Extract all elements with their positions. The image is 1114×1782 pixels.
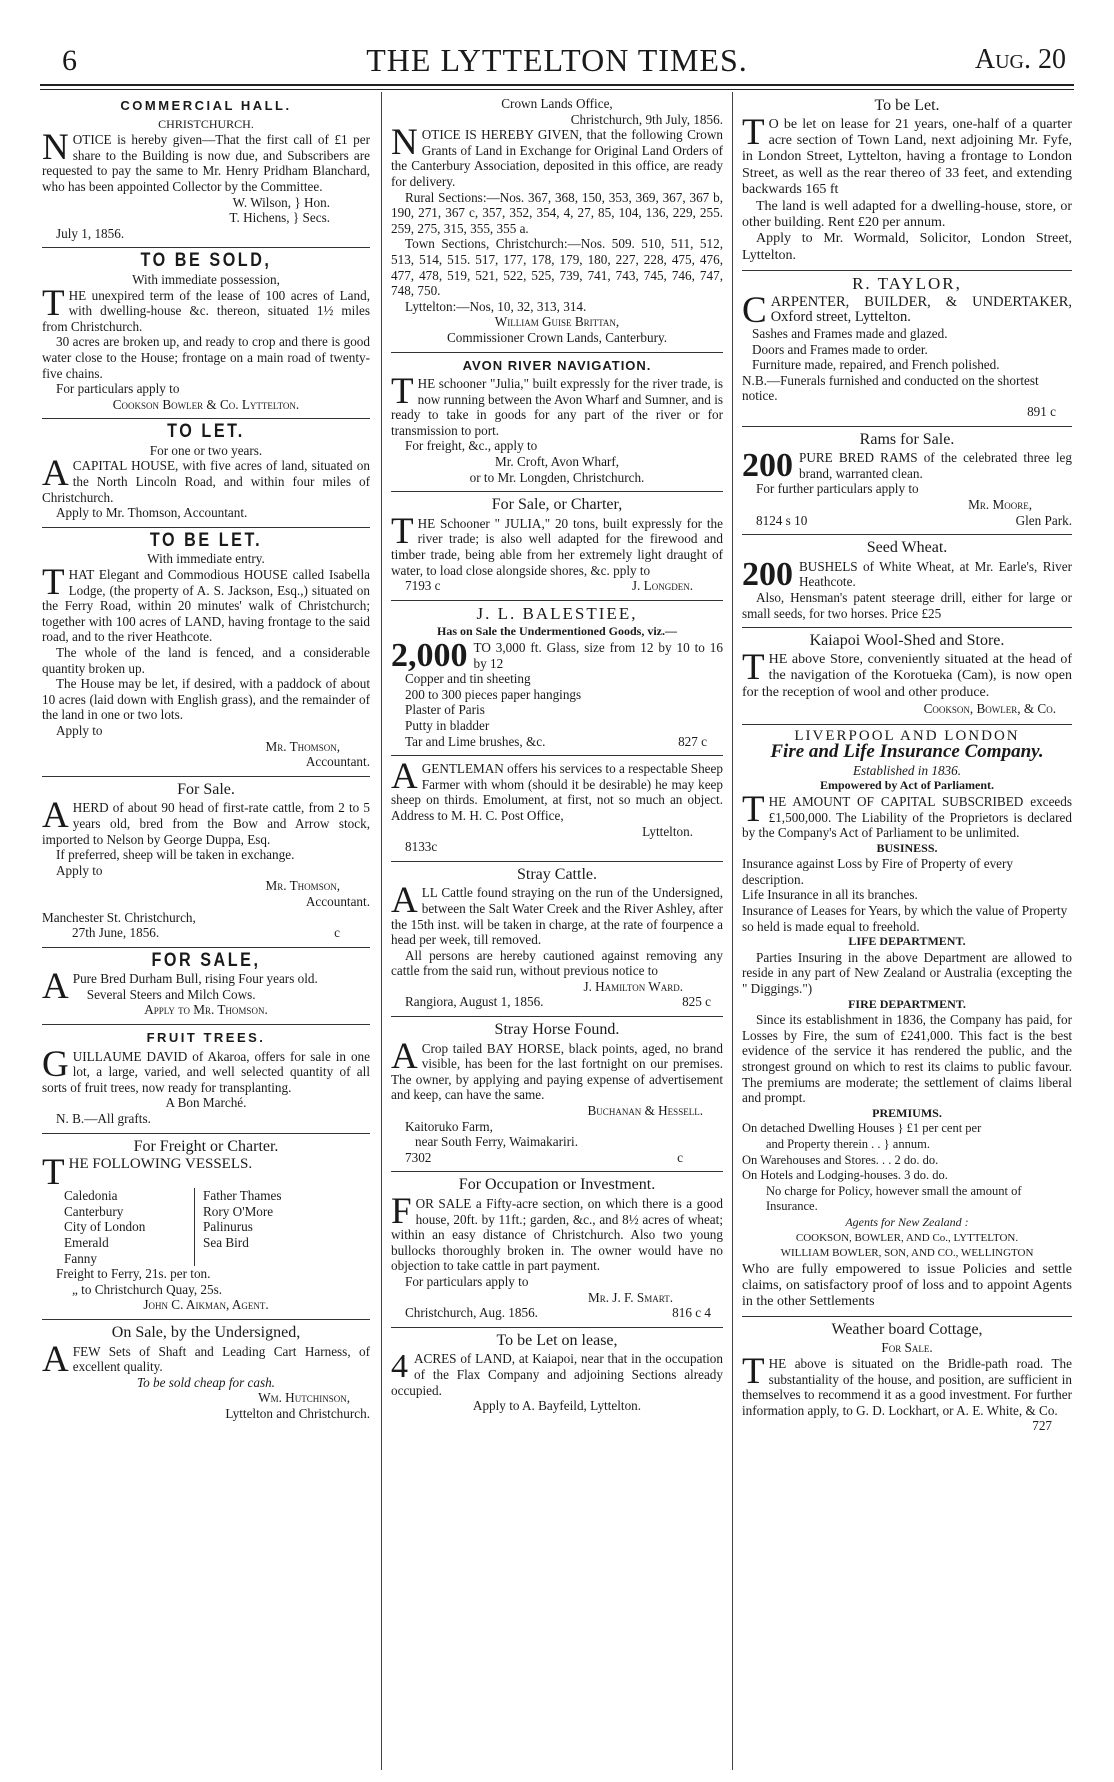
ad-heading: To be Let on lease,: [496, 1331, 618, 1349]
column-2: [391, 96, 723, 1414]
signature: Mr. Croft, Avon Wharf,: [494, 454, 620, 470]
signature: W. Wilson, } Hon.: [232, 194, 330, 210]
list-item: Emerald: [64, 1235, 109, 1250]
ad-place: Glen Park.: [1015, 512, 1072, 528]
divider: [42, 776, 370, 777]
ad-body: 30 acres are broken up, and ready to crop and there is good water close to the House; frontage on a main road of twenty-five chains.: [42, 334, 370, 381]
list-item: Fanny: [64, 1250, 97, 1266]
premium-row: and Property therein . . } annum.: [766, 1136, 930, 1151]
ad-heading: TO LET.: [167, 421, 245, 443]
agents-heading: Agents for New Zealand :: [845, 1214, 969, 1229]
signature: Cookson Bowler & Co. Lyttelton.: [112, 396, 300, 412]
ad-gentleman: [391, 756, 723, 855]
signature: J. Hamilton Ward.: [583, 978, 683, 994]
premium-row: On Hotels and Lodging-houses. 3 do. do.: [742, 1168, 948, 1183]
ad-number: 2,000: [391, 637, 468, 674]
ad-body: Parties Insuring in the above Department are allowed to reside in any part of New Zealand or Australia (excepting the " Diggings."): [742, 949, 1072, 997]
ad-heading: TO BE SOLD,: [140, 250, 272, 272]
ad-heading: Weather board Cottage,: [831, 1320, 983, 1338]
divider: [42, 247, 370, 248]
ad-code: c: [677, 1149, 683, 1165]
ad-body: THE schooner "Julia," built expressly for the river trade, is now running between the Avon Wharf and Sumner, and is ready to take in goods for any part of the river or for transmission to port.: [391, 371, 723, 438]
section-heading: BUSINESS.: [876, 840, 938, 855]
ad-address: Manchester St. Christchurch,: [42, 909, 196, 925]
issue-date: Aug. 20: [974, 44, 1066, 75]
ad-note: N. B.—All grafts.: [56, 1111, 151, 1127]
ad-body: NOTICE is hereby given—That the first call of £1 per share to the Building is now due, and Subscribers are requested to pay the same to Mr. Henry Pridham Blanchard, who has been appointed Collector by the Committee.: [42, 127, 370, 194]
ad-heading: For Occupation or Investment.: [458, 1176, 656, 1194]
ad-body: APure Bred Durham Bull, rising Four years old.: [42, 966, 318, 1008]
ad-stray-cattle: [391, 867, 723, 1010]
ad-body: THE above Store, conveniently situated at the head of the navigation of the Korotueka (Cam), is now open for the reception of wool and other produce.: [742, 646, 1072, 700]
masthead-rule: [40, 84, 1074, 86]
ad-act: Empowered by Act of Parliament.: [819, 778, 995, 793]
ad-heading: For Sale, or Charter,: [491, 496, 623, 514]
ad-body: FOR SALE a Fifty-acre section, on which there is a good house, 20ft. by 11ft.; garden, &c., and 8½ acres of wheat; within an easy distance of Christchurch. Also two young bullocks thoroughly broken in. The owner would have no objection to take cattle in part payment.: [391, 1191, 723, 1274]
divider: [42, 947, 370, 948]
ad-heading: Seed Wheat.: [866, 539, 948, 557]
ad-balestiee: [391, 603, 723, 749]
section-heading: FIRE DEPARTMENT.: [848, 996, 966, 1011]
ad-heading: Rams for Sale.: [859, 430, 955, 448]
signature: Mr. J. F. Smart.: [587, 1289, 673, 1305]
ad-to-let: [42, 421, 370, 521]
list-item: Doors and Frames made to order.: [752, 341, 928, 357]
ad-subheading: With immediate possession,: [132, 271, 280, 287]
signature: Mr. Thomson,: [265, 878, 340, 894]
divider: [42, 1024, 370, 1025]
ad-subheading: CHRISTCHURCH.: [158, 116, 254, 131]
ad-apply: Apply to A. Bayfeild, Lyttelton.: [472, 1398, 642, 1414]
divider: [391, 861, 723, 862]
ad-heading: FRUIT TREES.: [146, 1030, 266, 1046]
signature: Wm. Hutchinson,: [258, 1390, 350, 1406]
ad-body: The House may be let, if desired, with a paddock of about 10 acres (laid down with English grass), and the remainder of the land in one or two lots.: [42, 676, 370, 723]
signature: Cookson, Bowler, & Co.: [923, 700, 1056, 716]
ad-office: Crown Lands Office,: [501, 96, 613, 111]
ad-body: BUSHELS of White Wheat, at Mr. Earle's, River Heathcote.: [799, 558, 1072, 590]
ad-to-be-let: [42, 529, 370, 770]
ad-note: N.B.—Funerals furnished and conducted on the shortest notice.: [742, 372, 1039, 404]
ad-apply: For further particulars apply to: [756, 481, 919, 497]
signature: Accountant.: [305, 893, 370, 909]
business-list: [742, 856, 1072, 934]
ad-subheading: For Sale.: [881, 1340, 933, 1356]
ad-subheading: For one or two years.: [149, 442, 263, 458]
ad-date: Christchurch, Aug. 1856.: [405, 1305, 538, 1321]
ad-body: The land is well adapted for a dwelling-house, store, or other building. Rent £20 per annum.: [742, 198, 1072, 231]
ad-body: THE AMOUNT OF CAPITAL SUBSCRIBED exceeds £1,500,000. The Liability of the Proprietors is declared by the Company's Act of Parliament to be unlimited.: [742, 788, 1072, 841]
ad-body: TO be let on lease for 21 years, one-half of a quarter acre section of Town Land, next adjoining Mr. Fyfe, in London Street, Lyttelton, having a frontage to London Street, as well as the rear thereo of 33 feet, and extending backwards 165 ft: [742, 111, 1072, 198]
ad-taylor: [742, 276, 1072, 419]
ad-established: Established in 1836.: [852, 762, 962, 778]
ad-code: 727: [1032, 1418, 1052, 1434]
vessel-list: [42, 1188, 370, 1266]
ad-heading: R. TAYLOR,: [852, 274, 962, 294]
freight-rate: Freight to Ferry, 21s. per ton.: [56, 1266, 211, 1282]
masthead: [0, 0, 1114, 86]
list-item: Furniture made, repaired, and French polished.: [752, 357, 1000, 373]
divider: [742, 426, 1072, 427]
goods-list: [391, 671, 723, 733]
ad-body: AFEW Sets of Shaft and Leading Cart Harness, of excellent quality.: [42, 1338, 370, 1380]
premium-row: On detached Dwelling Houses } £1 per cent per: [742, 1121, 982, 1136]
section-heading: LIFE DEPARTMENT.: [848, 934, 966, 949]
list-item: Insurance of Leases for Years, by which the value of Property so held is made equal to freehold.: [742, 903, 1068, 934]
ad-julia-schooner: [391, 497, 723, 594]
ad-body: ACRES of LAND, at Kaiapoi, near that in the occupation of the Flax Company and adjoining Sections already occupied.: [391, 1351, 723, 1398]
divider: [391, 1016, 723, 1017]
ad-weatherboard-cottage: [742, 1322, 1072, 1434]
ad-address: Kaitoruko Farm,: [405, 1118, 493, 1134]
list-item: Caledonia: [64, 1188, 118, 1204]
ad-date: 27th June, 1856.: [72, 925, 160, 941]
divider: [42, 1133, 370, 1134]
divider: [742, 270, 1072, 271]
divider: [42, 1319, 370, 1320]
signature: Lyttelton and Christchurch.: [225, 1405, 370, 1421]
vessel-list-right: [194, 1188, 333, 1266]
page-number: 6: [62, 44, 77, 77]
ad-body: THE Schooner " JULIA," 20 tons, built expressly for the river trade; is also well adapted for the firewood and timber trade, being able from her extremely light draught of water, to load close alongside shores, &c. pply to: [391, 510, 723, 578]
ad-body: THE above is situated on the Bridle-path road. The substantiality of the house, and position, are sufficient in themselves to recommend it as a good investment. For further information apply, to G. D. Lockhart, or A. E. White, & Co.: [742, 1350, 1072, 1418]
ad-on-sale: [42, 1325, 370, 1422]
ad-heading: Stray Horse Found.: [494, 1021, 620, 1039]
ad-body: PURE BRED RAMS of the celebrated three leg brand, warranted clean.: [799, 450, 1072, 481]
ad-body: ACAPITAL HOUSE, with five acres of land, situated on the North Lincoln Road, and within four miles of Christchurch.: [42, 453, 370, 505]
divider: [42, 418, 370, 419]
ad-occupation: [391, 1177, 723, 1320]
ad-fruit-trees: [42, 1030, 370, 1127]
agent: WILLIAM BOWLER, SON, AND CO., WELLINGTON: [780, 1247, 1034, 1260]
ad-heading: For Freight or Charter.: [133, 1137, 279, 1155]
newspaper-title: THE LYTTELTON TIMES.: [366, 42, 748, 78]
ad-heading: Fire and Life Insurance Company.: [770, 741, 1044, 763]
ad-body: The whole of the land is fenced, and a considerable quantity broken up.: [42, 645, 370, 676]
ad-kaiapoi-store: [742, 633, 1072, 716]
ad-apply: For particulars apply to: [405, 1273, 529, 1289]
ad-body: AHERD of about 90 head of first-rate cattle, from 2 to 5 years old, bred from the Bow and Arrow stock, imported to Nelson by George Duppa, Esq.: [42, 795, 370, 847]
ad-body: Who are fully empowered to issue Policies and settle claims, on satisfactory proof of loss and to appoint Agents in the other Settlements: [742, 1261, 1072, 1309]
ad-rural-sections: Rural Sections:—Nos. 367, 368, 150, 353, 369, 367, 367 b, 190, 271, 367 c, 357, 352, 354, 4, 27, 85, 104, 136, 229, 255. 259, 275, 315, 355, 355 a.: [391, 189, 723, 236]
ad-subheading: With immediate entry.: [147, 551, 265, 567]
column-divider: [381, 92, 382, 1770]
ad-heading: TO BE LET.: [149, 529, 263, 551]
list-item: Palinurus: [203, 1219, 253, 1235]
ad-body: ACrop tailed BAY HORSE, black points, aged, no brand visible, has been for the last fortnight on our premises. The owner, by applying and paying expense of advertisement and keep, can have the same.: [391, 1035, 723, 1103]
ad-body: THE unexpired term of the lease of 100 acres of Land, with dwelling-house &c. thereon, situated 1½ miles from Christchurch.: [42, 282, 370, 334]
ad-heading: COMMERCIAL HALL.: [120, 98, 292, 113]
ad-rams: [742, 432, 1072, 529]
signature: or to Mr. Longden, Christchurch.: [469, 469, 645, 485]
ad-body: THAT Elegant and Commodious HOUSE called Isabella Lodge, (the property of A. S. Jackson, Esq.,) situated on the Ferry Road, within 20 minutes' walk of Christchurch; together with 100 acres of LAND, having frontage to the said road, and to the river Heathcote.: [42, 562, 370, 645]
ad-body: TO 3,000 ft. Glass, size from 12 by 10 to 16 by 12: [473, 640, 723, 671]
ad-date: Christchurch, 9th July, 1856.: [570, 111, 723, 127]
ad-code: 816 c 4: [672, 1305, 711, 1321]
list-item: 200 to 300 pieces paper hangings: [405, 686, 582, 702]
ad-commercial-hall: [42, 98, 370, 241]
ad-code: 7193 c: [405, 578, 441, 594]
ad-body: THE FOLLOWING VESSELS.: [42, 1152, 253, 1194]
divider: [391, 1171, 723, 1172]
freight-rate: „ to Christchurch Quay, 25s.: [72, 1281, 223, 1297]
signature: Buchanan & Hessell.: [587, 1103, 703, 1119]
masthead-rule-thin: [40, 89, 1074, 90]
list-item: Rory O'More: [203, 1203, 274, 1219]
ad-for-sale-bull: [42, 949, 370, 1018]
ad-freight-charter: [42, 1139, 370, 1313]
ad-code: c: [334, 925, 340, 941]
premium-note: No charge for Policy, however small the amount of Insurance.: [766, 1183, 1022, 1214]
list-item: Copper and tin sheeting: [405, 671, 531, 687]
divider: [391, 491, 723, 492]
ad-heading: AVON RIVER NAVIGATION.: [462, 357, 652, 373]
ad-number: 200: [742, 447, 793, 485]
ad-heading: For Sale.: [177, 780, 235, 798]
ad-heading: FOR SALE,: [151, 949, 261, 971]
service-list: [742, 326, 1072, 373]
ad-date: Rangiora, August 1, 1856.: [405, 994, 544, 1010]
list-item: Father Thames: [203, 1188, 282, 1204]
ad-note: To be sold cheap for cash.: [137, 1374, 275, 1390]
ad-town-sections: Town Sections, Christchurch:—Nos. 509. 510, 511, 512, 513, 514, 515. 517, 177, 178, 179, 180, 227, 228, 475, 476, 477, 478, 519, 521, 522, 525, 739, 741, 743, 745, 746, 747, 748, 750.: [391, 236, 723, 299]
list-item: Life Insurance in all its branches.: [742, 887, 918, 903]
divider: [391, 352, 723, 353]
ad-apply: For particulars apply to: [56, 381, 180, 397]
ad-subheading: Has on Sale the Undermentioned Goods, viz.—: [436, 624, 677, 639]
ad-code: 7302: [405, 1149, 432, 1165]
section-heading: PREMIUMS.: [872, 1105, 942, 1120]
ad-address: near South Ferry, Waimakariri.: [415, 1134, 579, 1150]
ad-apply: Apply to Mr. Thomson, Accountant.: [56, 505, 248, 521]
divider: [391, 1327, 723, 1328]
ad-body: CARPENTER, BUILDER, & UNDERTAKER, Oxford street, Lyttelton.: [742, 289, 1072, 331]
ad-body: All persons are hereby cautioned against removing any cattle from the said run, without previous notice to: [391, 947, 723, 979]
ad-avon-river: [391, 358, 723, 486]
divider: [42, 527, 370, 528]
ad-heading: LIVERPOOL AND LONDON: [794, 727, 1020, 744]
ad-body: Several Steers and Milch Cows.: [86, 986, 256, 1002]
ad-body: GUILLAUME DAVID of Akaroa, offers for sale in one lot, a large, varied, and well selected quantity of all sorts of fruit trees, now ready for transplanting.: [42, 1043, 370, 1095]
ad-date: July 1, 1856.: [56, 225, 125, 241]
signature: John C. Aikman, Agent.: [143, 1297, 269, 1313]
list-item: Canterbury: [64, 1203, 124, 1219]
ad-body: AGENTLEMAN offers his services to a respectable Sheep Farmer with whom (should it be desirable) he may keep sheep on thirds. Emolument, at first, not so much an object. Address to M. H. C. Post Office,: [391, 756, 723, 823]
list-item: Putty in bladder: [405, 717, 490, 733]
ad-body: Since its establishment in 1836, the Company has paid, for Losses by Fire, the sum of £241,000. This fact is the best evidence of the service it has rendered the public, and the strongest ground on which to rest its claims to public favour. The premiums are moderate; the settlement of claims liberal and prompt.: [742, 1012, 1072, 1106]
ad-to-be-sold: [42, 250, 370, 412]
signature: William Guise Brittan,: [494, 314, 620, 330]
column-divider: [732, 92, 733, 1770]
list-item: City of London: [64, 1219, 146, 1235]
divider: [742, 627, 1072, 628]
signature: J. Longden.: [631, 578, 693, 594]
ad-lease-kaiapoi: [391, 1333, 723, 1414]
ad-heading: J. L. BALESTIEE,: [476, 603, 638, 623]
divider: [742, 1316, 1072, 1317]
list-item: Sea Bird: [203, 1235, 249, 1250]
ad-number: 4: [391, 1348, 408, 1386]
goods-item: Tar and Lime brushes, &c.: [405, 733, 546, 749]
premium-row: On Warehouses and Stores. . . 2 do. do.: [742, 1152, 939, 1167]
signature: Accountant.: [305, 754, 370, 770]
signature: Lyttelton.: [642, 823, 693, 839]
column-1: [42, 96, 370, 1422]
signature: Commissioner Crown Lands, Canterbury.: [446, 329, 667, 345]
signature: Mr. Thomson,: [265, 738, 340, 754]
ad-code: 827 c: [678, 733, 707, 749]
ad-heading: To be Let.: [874, 97, 940, 114]
divider: [391, 755, 723, 756]
signature: Mr. Moore,: [968, 496, 1032, 512]
divider: [742, 534, 1072, 535]
list-item: Sashes and Frames made and glazed.: [752, 326, 948, 342]
ad-apply: For freight, &c., apply to: [405, 438, 538, 454]
ad-code: 891 c: [1027, 404, 1056, 419]
ad-heading: Kaiapoi Wool-Shed and Store.: [809, 632, 1005, 650]
column-3: [742, 96, 1072, 1434]
signature: T. Hichens, } Secs.: [229, 210, 330, 226]
list-item: Insurance against Loss by Fire of Property of every description.: [742, 856, 1014, 887]
ad-apply: Apply to: [56, 722, 103, 738]
ad-for-sale-herd: [42, 782, 370, 941]
ad-code: 8124 s 10: [756, 512, 808, 528]
ad-body: ALL Cattle found straying on the run of the Undersigned, between the Salt Water Creek and the River Ashley, after the 15th inst. will be taken in charge, at the rate of fourpence a head per week, till removed.: [391, 880, 723, 948]
ad-heading: On Sale, by the Undersigned,: [111, 1323, 301, 1341]
ad-crown-lands: [391, 96, 723, 346]
list-item: Plaster of Paris: [405, 702, 485, 718]
ad-code: 8133c: [405, 839, 438, 855]
divider: [742, 724, 1072, 725]
signature: A Bon Marché.: [165, 1095, 247, 1111]
ad-to-be-let-lyttelton: [742, 98, 1072, 264]
ad-code: 825 c: [682, 994, 711, 1010]
ad-seed-wheat: [742, 540, 1072, 621]
ad-apply: Apply to: [56, 862, 103, 878]
ad-liverpool-london: [742, 729, 1072, 1310]
divider: [391, 600, 723, 601]
ad-apply: Apply to Mr. Thomson.: [144, 1002, 268, 1018]
agent: COOKSON, BOWLER, AND Co., LYTTELTON.: [795, 1231, 1019, 1244]
ad-body: NOTICE IS HEREBY GIVEN, that the following Crown Grants of Land in Exchange for Original Land Orders of the Canterbury Association, deposited in this office, are ready for delivery.: [391, 122, 723, 189]
ad-body: If preferred, sheep will be taken in exchange.: [56, 847, 295, 863]
ad-apply: Apply to Mr. Wormald, Solicitor, London Street, Lyttelton.: [742, 231, 1072, 263]
vessel-list-left: [64, 1188, 194, 1266]
ad-body: Also, Hensman's patent steerage drill, either for large or small seeds, for two horses. Price £25: [742, 589, 1072, 621]
ad-number: 200: [742, 555, 793, 593]
ad-heading: Stray Cattle.: [517, 865, 597, 883]
ad-stray-horse: [391, 1022, 723, 1165]
ad-lyttelton-sections: Lyttelton:—Nos, 10, 32, 313, 314.: [405, 298, 587, 314]
